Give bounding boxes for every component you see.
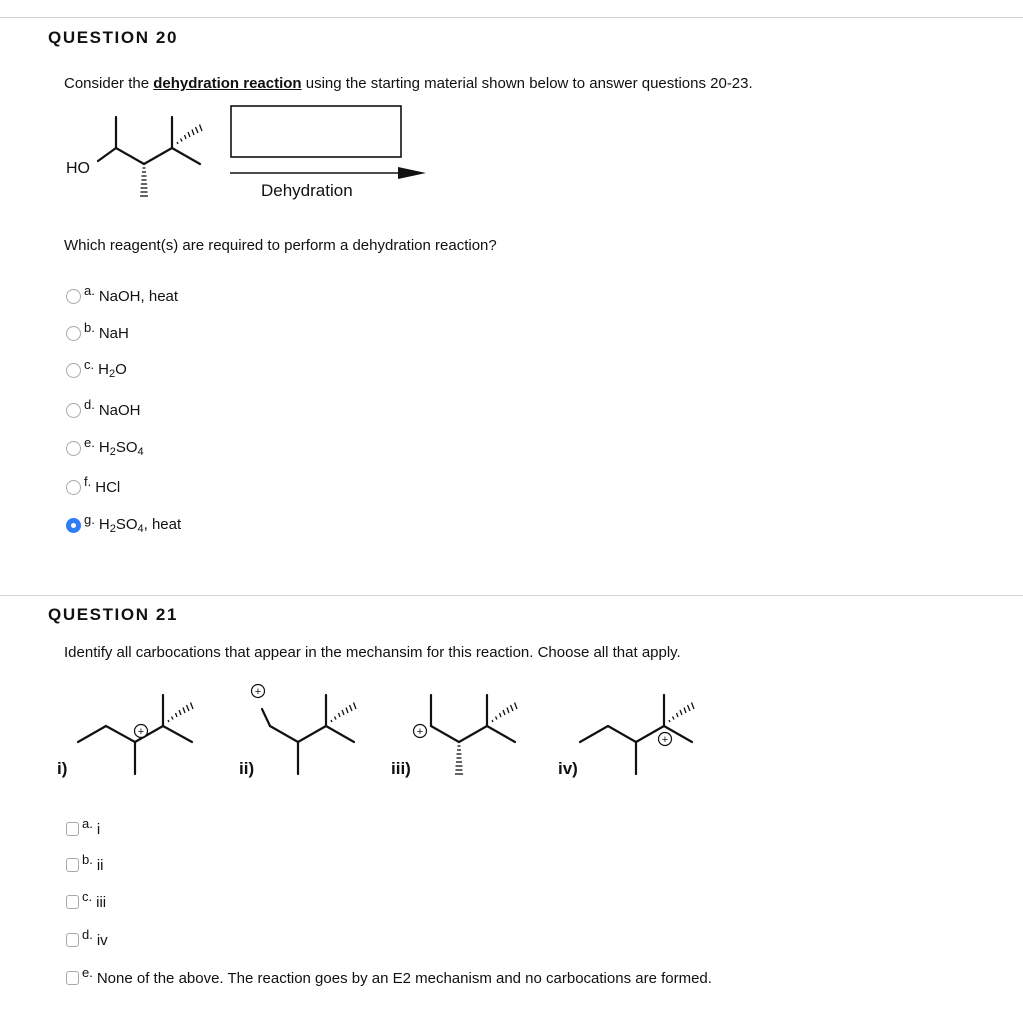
product-answer-box: [231, 106, 401, 157]
svg-text:+: +: [254, 686, 262, 698]
q20-option-d[interactable]: d. NaOH: [66, 399, 141, 421]
q21-option-c[interactable]: c. iii: [66, 891, 106, 913]
dehydration-reaction-emphasis: dehydration reaction: [153, 75, 302, 92]
structure-ii: [239, 685, 356, 779]
question-21-prompt: Identify all carbocations that appear in the mechansim for this reaction. Choose all that apply.: [64, 644, 681, 661]
q21-option-a[interactable]: a. i: [66, 818, 100, 840]
q20-option-b[interactable]: b. NaH: [66, 322, 129, 344]
radio-button[interactable]: [66, 289, 81, 304]
formula: $H_2SO_4$, heat: [98, 515, 182, 535]
carbocation-plus-icon: [659, 733, 672, 747]
arrow-label: Dehydration: [261, 181, 353, 200]
carbocation-structures: [55, 678, 715, 790]
arrow-head-icon: [398, 167, 426, 179]
structure-label: iv): [558, 759, 578, 778]
checkbox[interactable]: [66, 971, 79, 985]
question-20-prompt: Consider the dehydration reaction using the starting material shown below to answer questions 20-23.: [64, 75, 753, 92]
reaction-scheme: [60, 100, 440, 210]
structure-label: iii): [391, 759, 411, 778]
question-21-title: QUESTION 21: [48, 605, 179, 624]
top-divider: [0, 17, 1023, 18]
carbocation-plus-icon: [252, 685, 265, 699]
checkbox[interactable]: [66, 895, 79, 909]
q20-option-a[interactable]: a. NaOH, heat: [66, 285, 178, 307]
checkbox[interactable]: [66, 858, 79, 872]
radio-button[interactable]: [66, 326, 81, 341]
structure-label: ii): [239, 759, 255, 778]
hashed-wedge-bond-right: [177, 125, 202, 145]
hashed-wedge-bond-down: [140, 168, 148, 196]
carbocation-plus-icon: [135, 725, 148, 739]
q21-option-d[interactable]: d. iv: [66, 929, 108, 951]
structure-iii: [391, 695, 517, 778]
radio-button[interactable]: [66, 441, 81, 456]
structure-i: [57, 695, 193, 778]
radio-button[interactable]: [66, 363, 81, 378]
radio-button[interactable]: [66, 480, 81, 495]
formula: $H_2O$: [98, 360, 127, 380]
radio-button-selected[interactable]: [66, 518, 81, 533]
q21-option-e[interactable]: e. None of the above. The reaction goes by an E2 mechanism and no carbocations are formed.: [66, 967, 712, 989]
svg-text:+: +: [137, 726, 145, 738]
checkbox[interactable]: [66, 933, 79, 947]
checkbox[interactable]: [66, 822, 79, 836]
q20-option-c[interactable]: c. $H_2O$: [66, 359, 127, 381]
structure-label: i): [57, 759, 68, 778]
radio-button[interactable]: [66, 403, 81, 418]
svg-text:+: +: [416, 726, 424, 738]
hydroxyl-label: HO: [66, 160, 90, 177]
q20-option-f[interactable]: f. HCl: [66, 476, 120, 498]
question-20-question: Which reagent(s) are required to perform a dehydration reaction?: [64, 237, 497, 254]
structure-iv: [558, 695, 694, 778]
question-20-title: QUESTION 20: [48, 28, 179, 47]
q20-option-g[interactable]: g. $H_2SO_4$, heat: [66, 514, 181, 536]
q20-option-e[interactable]: e. $H_2SO_4$: [66, 437, 144, 459]
q21-option-b[interactable]: b. ii: [66, 854, 104, 876]
question-divider: [0, 595, 1023, 596]
carbocation-plus-icon: [414, 725, 427, 739]
formula: $H_2SO_4$: [98, 438, 144, 458]
svg-text:+: +: [661, 734, 669, 746]
